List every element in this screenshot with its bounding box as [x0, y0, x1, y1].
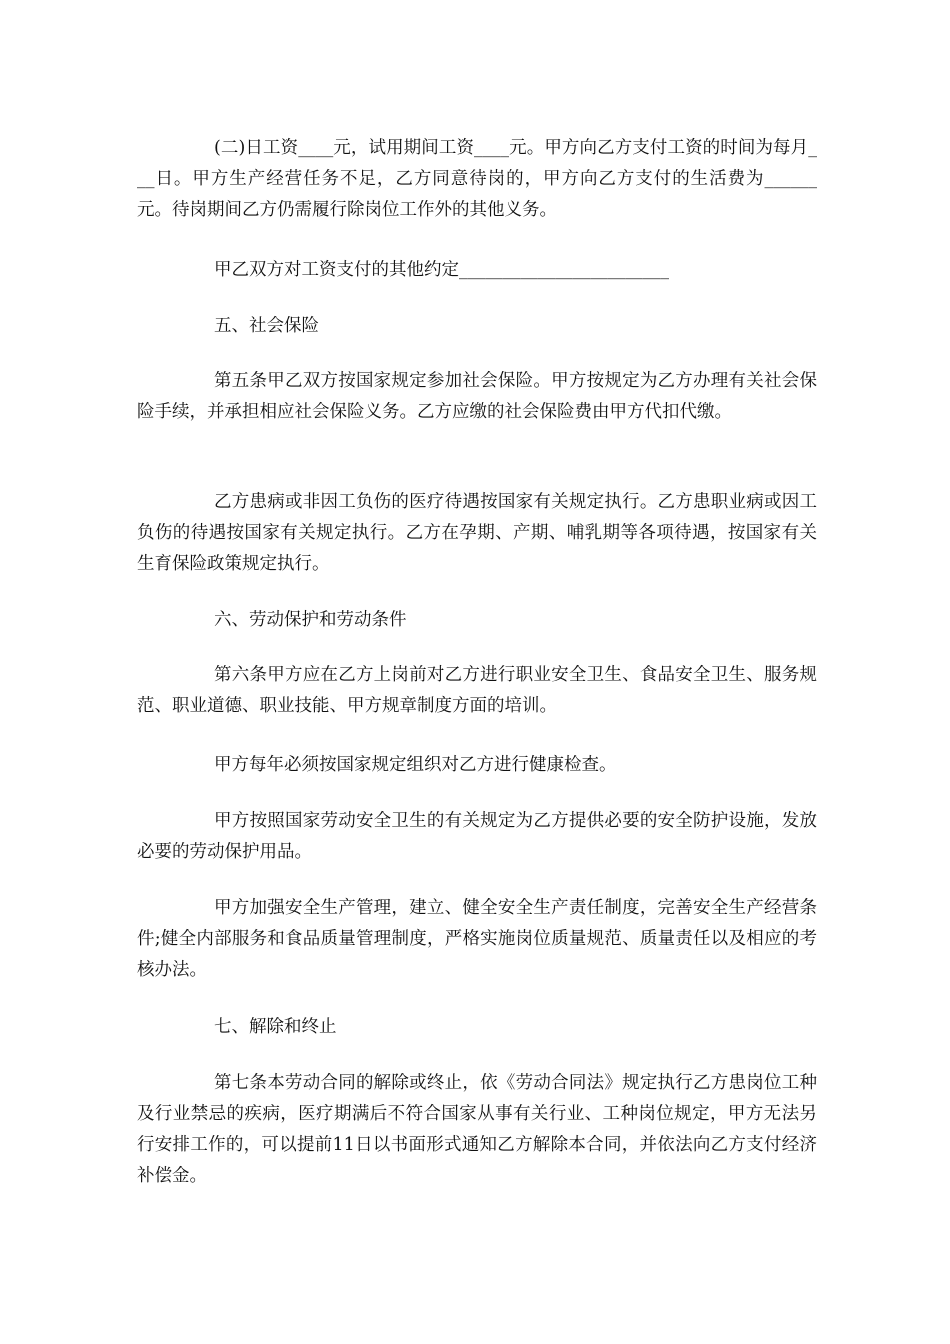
paragraph-article-7: 第七条本劳动合同的解除或终止，依《劳动合同法》规定执行乙方患岗位工种及行业禁忌的疾病，医疗期满后不符合国家从事有关行业、工种岗位规定，甲方无法另行安排工作的，可以提前11日以书面形式通知乙方解除本合同，并依法向乙方支付经济补偿金。: [137, 1073, 817, 1186]
paragraph-safety-management: 甲方加强安全生产管理，建立、健全安全生产责任制度，完善安全生产经营条件;健全内部服务和食品质量管理制度，严格实施岗位质量规范、质量责任以及相应的考核办法。: [137, 898, 817, 980]
section-heading-social-insurance: 五、社会保险: [214, 316, 319, 336]
paragraph-medical-treatment: 乙方患病或非因工负伤的医疗待遇按国家有关规定执行。乙方患职业病或因工负伤的待遇按国家有关规定执行。乙方在孕期、产期、哺乳期等各项待遇，按国家有关生育保险政策规定执行。: [137, 492, 817, 574]
paragraph-wage-terms: (二)日工资____元，试用期间工资____元。甲方向乙方支付工资的时间为每月___日。甲方生产经营任务不足，乙方同意待岗的，甲方向乙方支付的生活费为______元。待岗期间乙方仍需履行除岗位工作外的其他义务。: [137, 138, 817, 220]
paragraph-other-wage-agreement: 甲乙双方对工资支付的其他约定________________________: [214, 260, 669, 280]
paragraph-article-6: 第六条甲方应在乙方上岗前对乙方进行职业安全卫生、食品安全卫生、服务规范、职业道德、职业技能、甲方规章制度方面的培训。: [137, 665, 817, 716]
section-heading-labor-protection: 六、劳动保护和劳动条件: [214, 610, 407, 630]
section-heading-termination: 七、解除和终止: [214, 1017, 337, 1037]
paragraph-health-check: 甲方每年必须按国家规定组织对乙方进行健康检查。: [214, 755, 617, 775]
paragraph-safety-facilities: 甲方按照国家劳动安全卫生的有关规定为乙方提供必要的安全防护设施，发放必要的劳动保护用品。: [137, 811, 817, 862]
paragraph-article-5: 第五条甲乙双方按国家规定参加社会保险。甲方按规定为乙方办理有关社会保险手续，并承担相应社会保险义务。乙方应缴的社会保险费由甲方代扣代缴。: [137, 371, 817, 422]
